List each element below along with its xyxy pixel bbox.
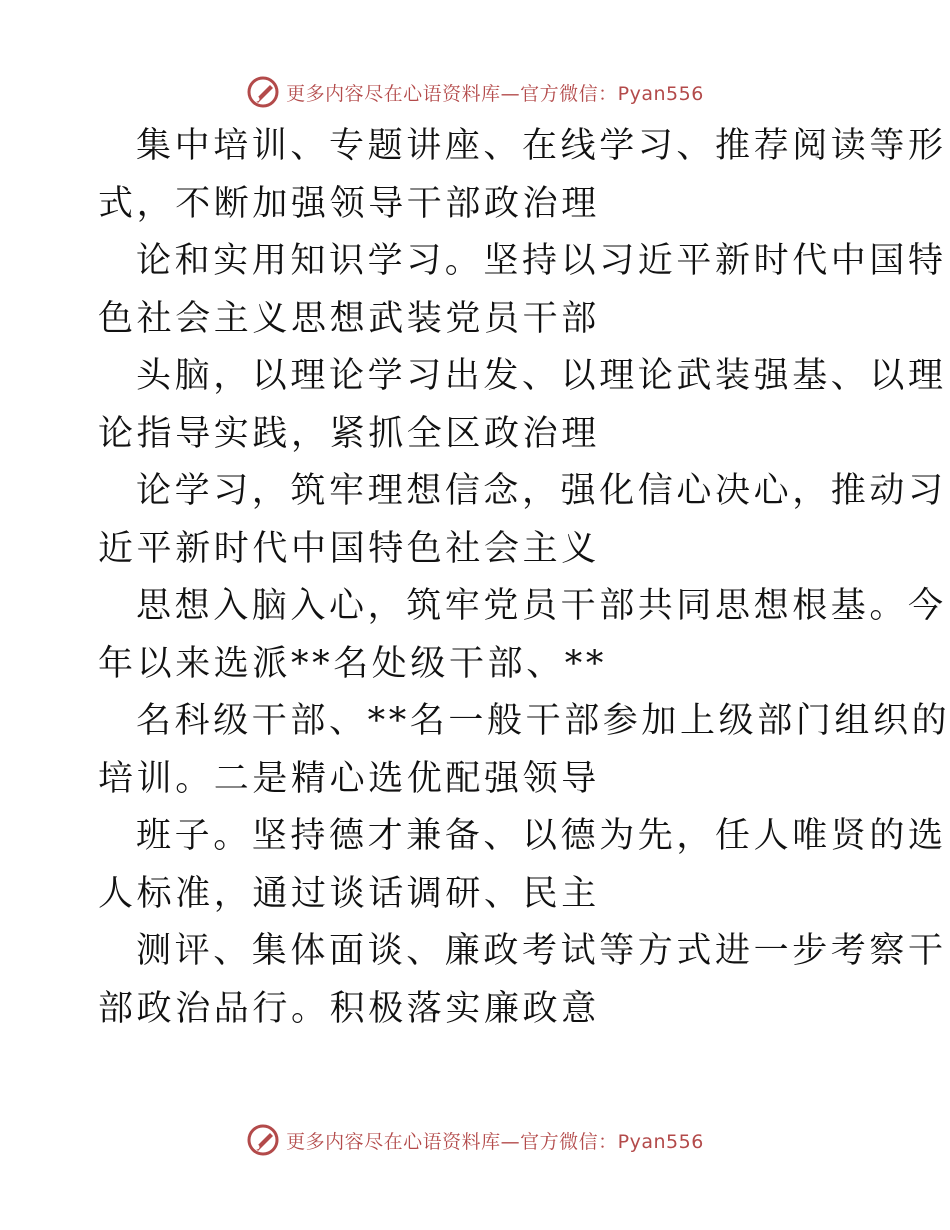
paragraph-line: 年以来选派**名处级干部、** [98, 643, 608, 684]
paragraph-line: 论指导实践，紧抓全区政治理 [98, 413, 600, 454]
paragraph-line: 人标准，通过谈话调研、民主 [98, 873, 600, 914]
paragraph-line: 培训。二是精心选优配强领导 [98, 758, 600, 799]
paragraph-line: 名科级干部、**名一般干部参加上级部门组织的 [136, 701, 950, 741]
paragraph-line: 集中培训、专题讲座、在线学习、推荐阅读等形 [136, 126, 947, 166]
paragraph-line: 色社会主义思想武装党员干部 [98, 298, 600, 339]
paragraph-line: 部政治品行。积极落实廉政意 [98, 988, 600, 1029]
paragraph-line: 论学习，筑牢理想信念，强化信心决心，推动习 [136, 471, 947, 511]
paragraph-line: 测评、集体面谈、廉政考试等方式进一步考察干 [136, 931, 947, 971]
watermark-text: 更多内容尽在心语资料库—官方微信：Pyan556 [286, 82, 704, 105]
paragraph-line: 班子。坚持德才兼备、以德为先，任人唯贤的选 [136, 816, 947, 856]
paragraph-line: 近平新时代中国特色社会主义 [98, 528, 600, 569]
paragraph-line: 思想入脑入心，筑牢党员干部共同思想根基。今 [136, 586, 947, 626]
document-body [98, 118, 950, 1038]
paragraph-line: 论和实用知识学习。坚持以习近平新时代中国特 [136, 241, 947, 281]
quill-pen-logo-icon [246, 1123, 280, 1157]
watermark-text: 更多内容尽在心语资料库—官方微信：Pyan556 [286, 1130, 704, 1153]
paragraph-line: 式，不断加强领导干部政治理 [98, 183, 600, 224]
paragraph-line: 头脑，以理论学习出发、以理论武装强基、以理 [136, 356, 947, 396]
header-watermark [0, 72, 950, 112]
footer-watermark [0, 1120, 950, 1160]
quill-pen-logo-icon [246, 75, 280, 109]
